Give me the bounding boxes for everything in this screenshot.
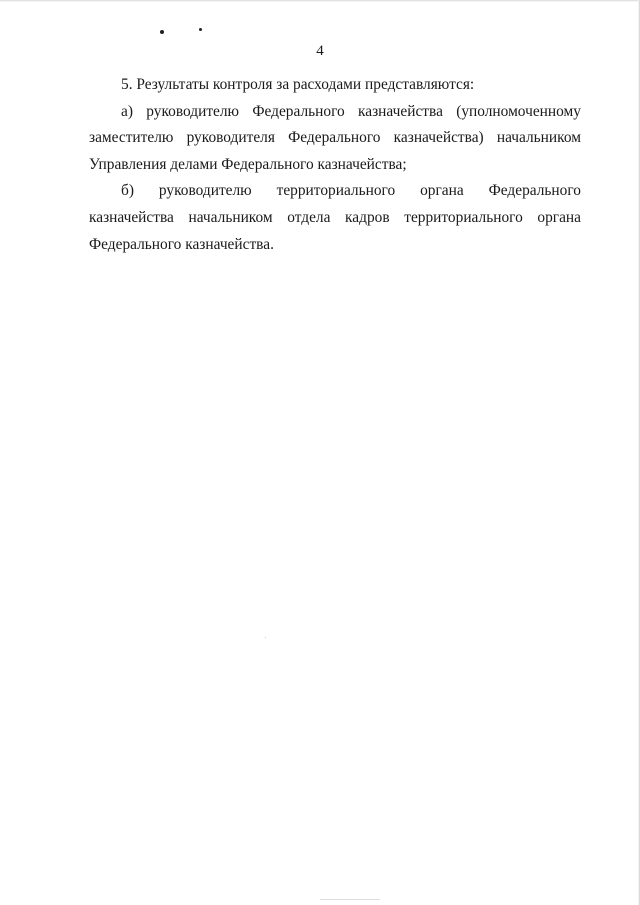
scan-edge-top <box>0 0 640 2</box>
scan-speck <box>320 899 380 900</box>
document-body <box>89 72 581 258</box>
scan-speck <box>160 30 164 34</box>
scan-speck <box>265 637 266 638</box>
paragraph-item-5: 5. Результаты контроля за расходами представляются: <box>121 76 475 93</box>
scan-speck <box>199 28 202 31</box>
paragraph-subitem-b: б) руководителю территориального органа Федерального казначейства начальником отдела кадров территориального органа Федерального казначейства. <box>89 182 581 253</box>
paragraph-subitem-a: а) руководителю Федерального казначейства (уполномоченному заместителю руководителя Федерального казначейства) начальником Управления делами Федерального казначейства; <box>89 102 581 173</box>
page-number: 4 <box>316 43 324 59</box>
